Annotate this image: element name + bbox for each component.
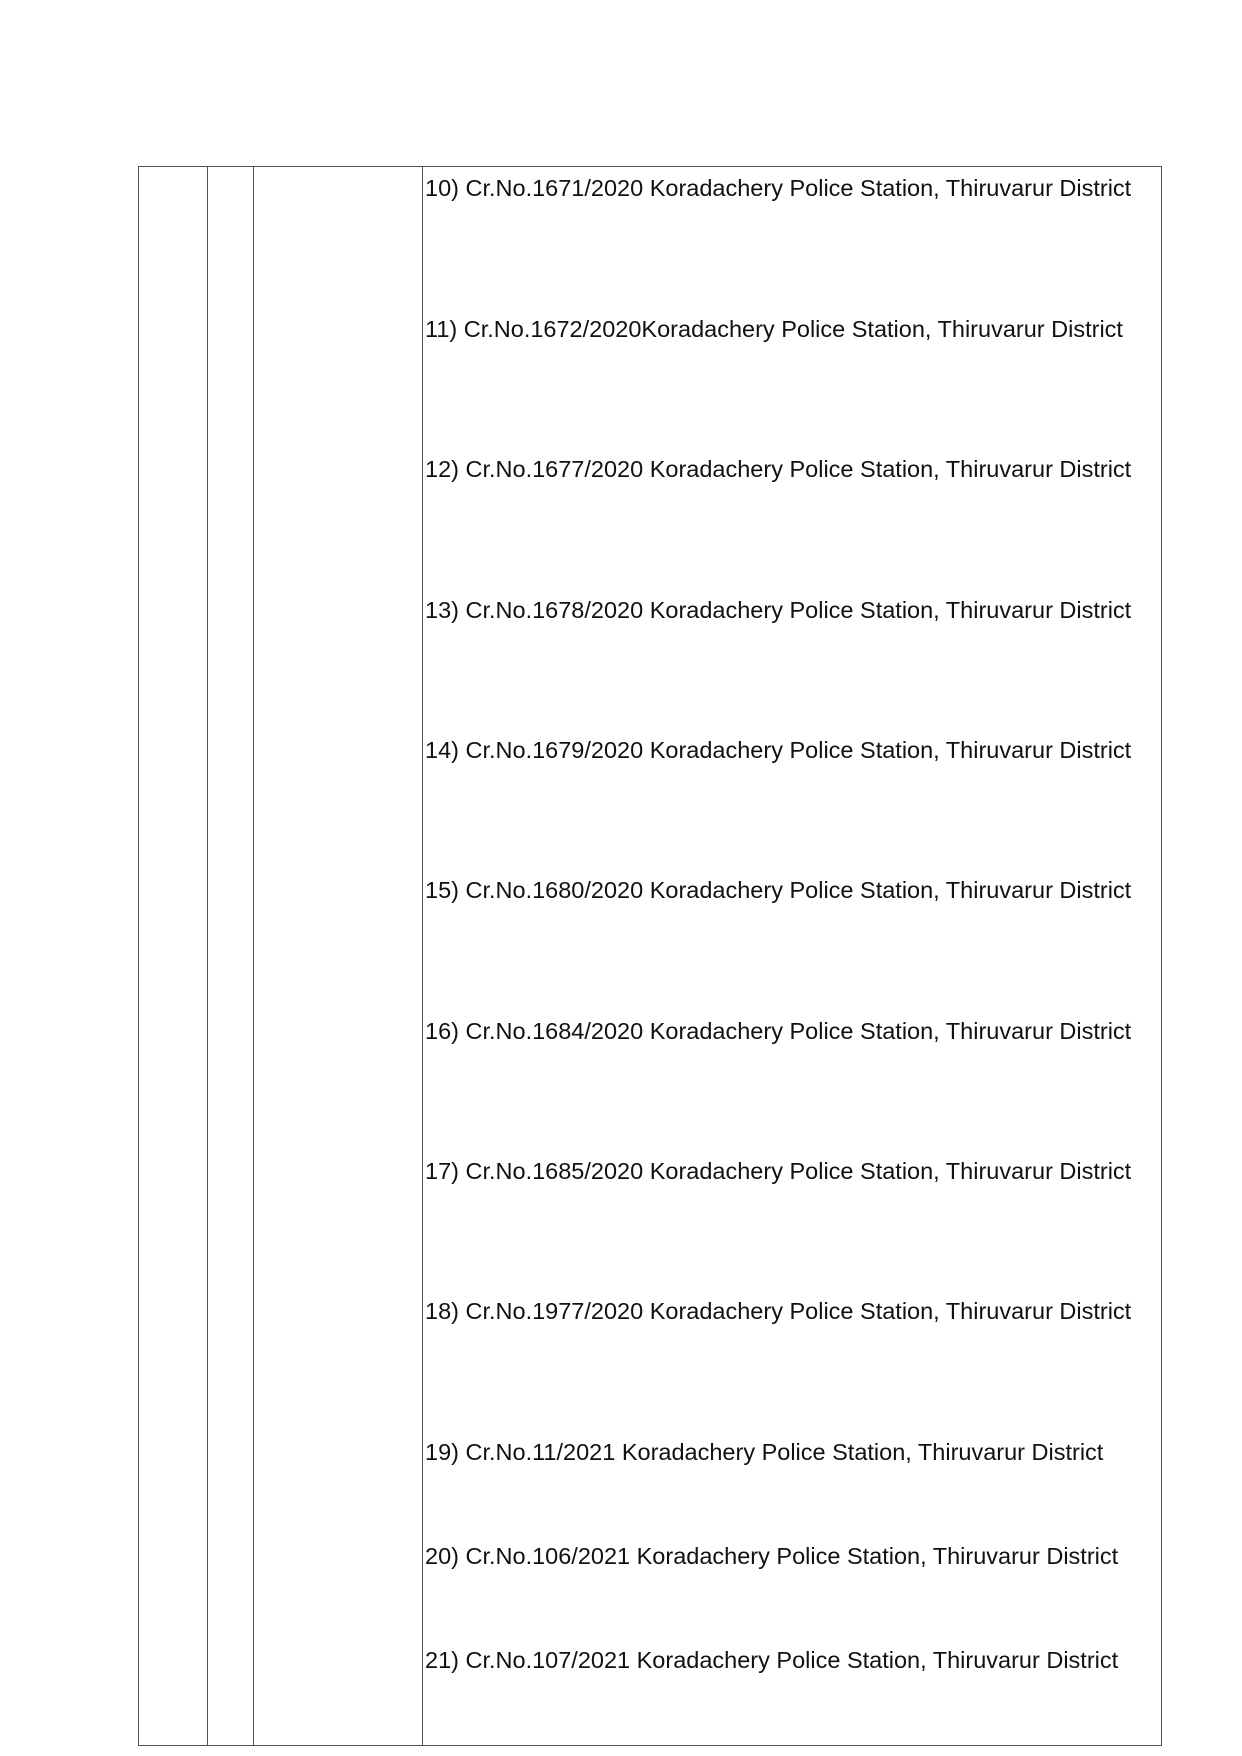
case-entry: 12) Cr.No.1677/2020 Koradachery Police Station, Thiruvarur District — [425, 456, 1132, 482]
case-entry: 15) Cr.No.1680/2020 Koradachery Police Station, Thiruvarur District — [425, 877, 1132, 903]
case-entry: 16) Cr.No.1684/2020 Koradachery Police Station, Thiruvarur District — [425, 1018, 1132, 1044]
column-divider-2 — [253, 167, 254, 1745]
case-entry: 14) Cr.No.1679/2020 Koradachery Police Station, Thiruvarur District — [425, 737, 1132, 763]
case-entry: 20) Cr.No.106/2021 Koradachery Police Station, Thiruvarur District — [425, 1543, 1119, 1569]
column-divider-1 — [207, 167, 208, 1745]
case-entry: 19) Cr.No.11/2021 Koradachery Police Station, Thiruvarur District — [425, 1439, 1104, 1465]
case-table — [138, 166, 1162, 1746]
case-entry: 13) Cr.No.1678/2020 Koradachery Police Station, Thiruvarur District — [425, 597, 1132, 623]
case-entry: 10) Cr.No.1671/2020 Koradachery Police Station, Thiruvarur District — [425, 175, 1132, 201]
column-divider-3 — [422, 167, 423, 1745]
case-entry: 11) Cr.No.1672/2020Koradachery Police Station, Thiruvarur District — [425, 316, 1123, 342]
case-entry: 18) Cr.No.1977/2020 Koradachery Police Station, Thiruvarur District — [425, 1298, 1132, 1324]
case-entry: 17) Cr.No.1685/2020 Koradachery Police Station, Thiruvarur District — [425, 1158, 1132, 1184]
case-entry: 21) Cr.No.107/2021 Koradachery Police Station, Thiruvarur District — [425, 1647, 1119, 1673]
